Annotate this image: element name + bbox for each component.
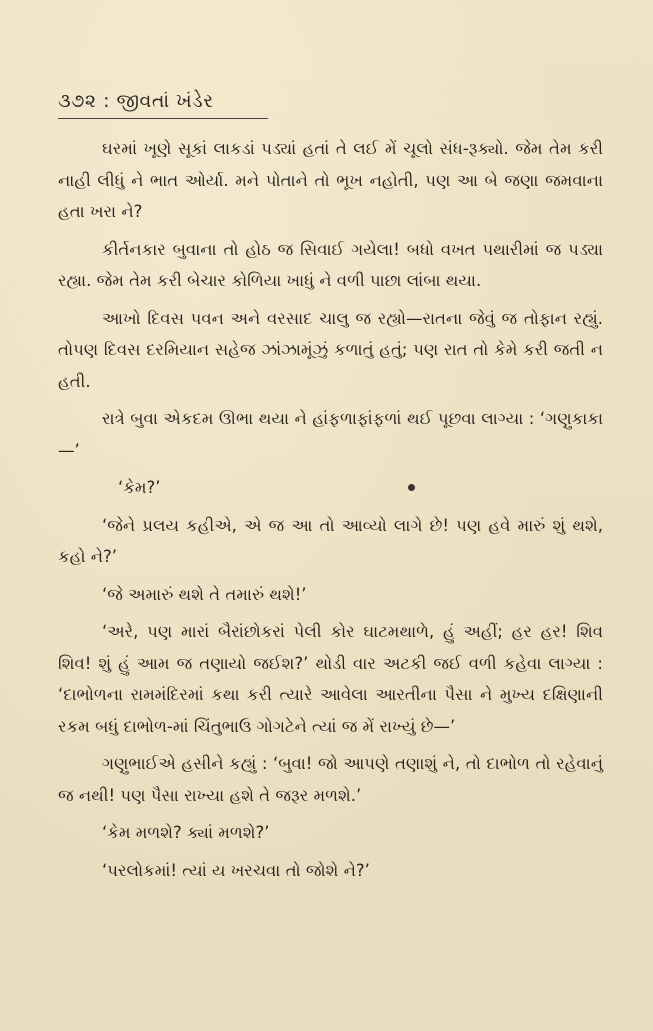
paragraph-2: કીર્તનકાર બુવાના તો હોઠ જ સિવાઈ ગયેલા! બધો વખત પથારીમાં જ પડ્યા રહ્યા. જેમ તેમ કરી બેચાર કોળિયા ખાધું ને વળી પાછા લાંબા થયા.: [58, 239, 603, 290]
paragraph-6: ‘જેને પ્રલય કહીએ, એ જ આ તો આવ્યો લાગે છે! પણ હવે મારું શું થશે, કહો ને?’: [58, 515, 603, 566]
header-separator: :: [103, 90, 110, 112]
running-head: [58, 90, 214, 112]
paragraph-11: ‘પરલોકમાં! ત્યાં ય ખરચવા તો જોશે ને?’: [102, 860, 370, 880]
paragraph-9: ગણુભાઈએ હસીને કહ્યું : ‘બુવા! જો આપણે તણાશું ને, તો દાભોળ તો રહેવાનું જ નથી! પણ પૈસા રાખ્યા હશે તે જરૂર મળશે.’: [58, 754, 603, 805]
body-text: [58, 133, 603, 892]
paragraph-3: આખો દિવસ પવન અને વરસાદ ચાલુ જ રહ્યો—રાતના જેવું જ તોફાન રહ્યું. તોપણ દિવસ દરમિયાન સહેજ ઝાંઝામૂંઝું કળાતું હતું; પણ રાત તો કેમે કરી જતી ન હતી.: [58, 308, 603, 391]
paragraph-4: રાત્રે બુવા એકદમ ઊભા થયા ને હાંફળાફાંફળાં થઈ પૂછવા લાગ્યા : ‘ગણુકાકા—’: [58, 409, 603, 460]
page-number: ૩૭૨: [58, 90, 97, 112]
paragraph-10: ‘કેમ મળશે? ક્યાં મળશે?’: [102, 823, 270, 842]
header-underline: [58, 118, 268, 119]
ink-speck: [408, 484, 415, 491]
paragraph-5: ‘કેમ?’: [118, 478, 161, 497]
paragraph-7: ‘જે અમારું થશે તે તમારું થશે!’: [102, 584, 307, 604]
paragraph-1: ઘરમાં ખૂણે સૂકાં લાકડાં પડ્યાં હતાં તે લઈ મેં ચૂલો સંધ-રૂક્યો. જેમ તેમ કરી નાહી લીધું ને ભાત ઓર્યા. મને પોતાને તો ભૂખ નહોતી, પણ આ બે જણા જમવાના હતા ખરા ને?: [58, 139, 603, 221]
chapter-title: જીવતાં ખંડેર: [116, 90, 214, 112]
paragraph-8: ‘અરે, પણ મારાં બૈરાંછોકરાં પેલી કોર ઘાટમથાળે, હું અહીં; હર હર! શિવ શિવ! શું હું આમ જ તણાયો જઈશ?’ થોડી વાર અટકી જઈ વળી કહેવા લાગ્યા : ‘દાભોળના રામમંદિરમાં કથા કરી ત્યારે આવેલા આરતીના પૈસા ને મુખ્ય દક્ષિણાની રકમ બધું દાભોળ-માં ચિંતુભાઉ ગોગટેને ત્યાં જ મેં રાખ્યું છે—’: [58, 622, 603, 736]
